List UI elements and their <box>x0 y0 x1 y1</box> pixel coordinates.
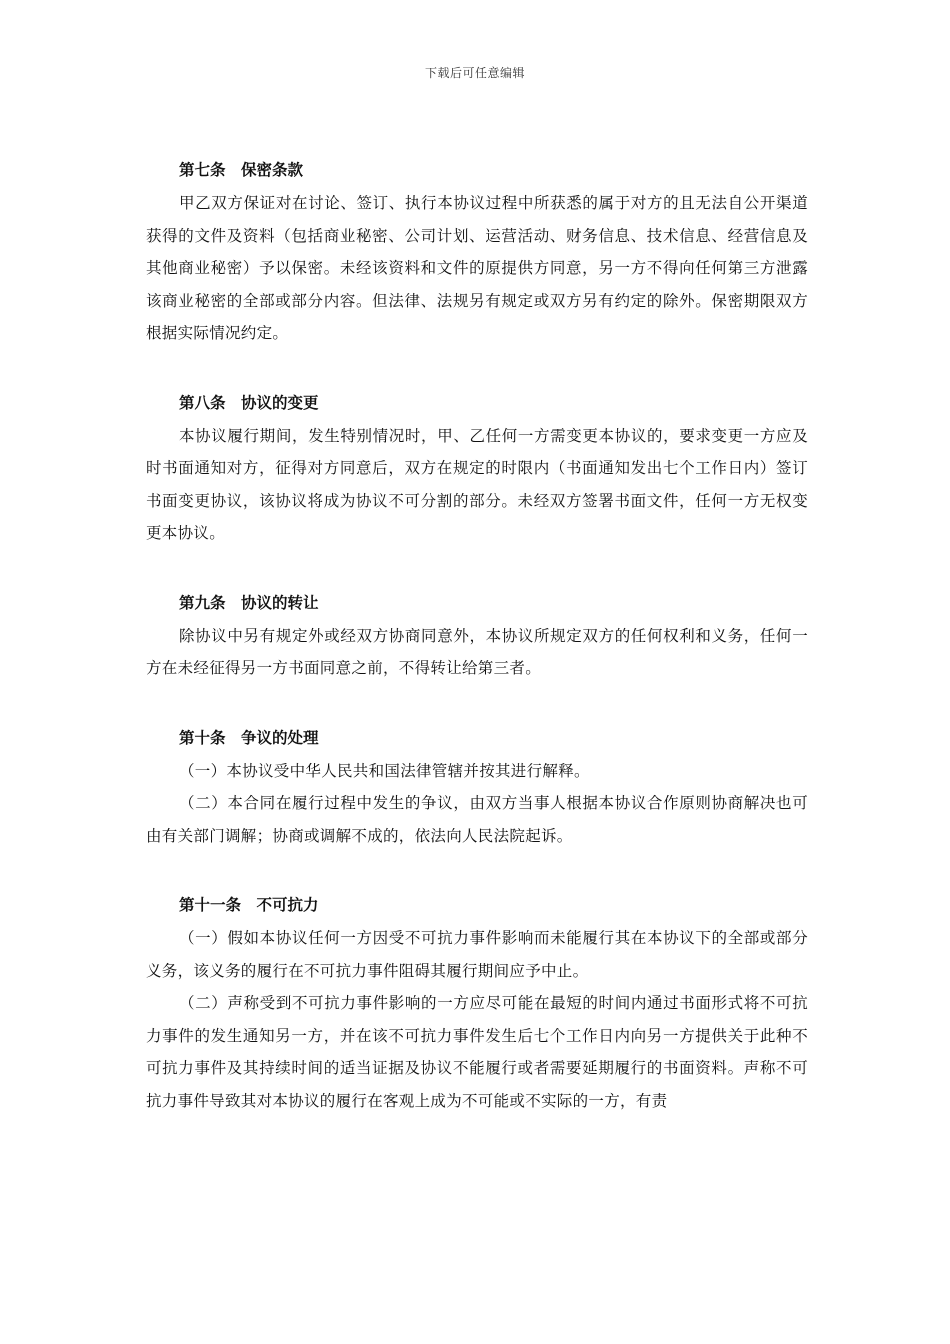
document-body <box>146 153 808 1153</box>
section-article-8 <box>146 386 808 550</box>
section-heading: 第十一条 不可抗力 <box>179 895 319 914</box>
section-paragraph: （一）假如本协议任何一方因受不可抗力事件影响而未能履行其在本协议下的全部或部分义务，该义务的履行在不可抗力事件阻碍其履行期间应予中止。 <box>146 929 808 980</box>
section-paragraph: 甲乙双方保证对在讨论、签订、执行本协议过程中所获悉的属于对方的且无法自公开渠道获得的文件及资料（包括商业秘密、公司计划、运营活动、财务信息、技术信息、经营信息及其他商业秘密）予以保密。未经该资料和文件的原提供方同意，另一方不得向任何第三方泄露该商业秘密的全部或部分内容。但法律、法规另有规定或双方另有约定的除外。保密期限双方根据实际情况约定。 <box>146 194 808 342</box>
section-paragraph: （二）本合同在履行过程中发生的争议，由双方当事人根据本协议合作原则协商解决也可由有关部门调解；协商或调解不成的，依法向人民法院起诉。 <box>146 794 808 845</box>
section-paragraph: （一）本协议受中华人民共和国法律管辖并按其进行解释。 <box>179 761 590 780</box>
section-heading: 第十条 争议的处理 <box>179 727 319 747</box>
section-paragraph: （二）声称受到不可抗力事件影响的一方应尽可能在最短的时间内通过书面形式将不可抗力事件的发生通知另一方，并在该不可抗力事件发生后七个工作日内向另一方提供关于此种不可抗力事件及其持续时间的适当证据及协议不能履行或者需要延期履行的书面资料。声称不可抗力事件导致其对本协议的履行在客观上成为不可能或不实际的一方，有责 <box>146 994 808 1110</box>
section-article-7 <box>146 153 808 350</box>
page-header: 下载后可任意编辑 <box>424 66 525 80</box>
section-heading: 第八条 协议的变更 <box>179 392 319 412</box>
section-article-10 <box>146 721 808 853</box>
section-article-11 <box>146 888 808 1117</box>
section-heading: 第九条 协议的转让 <box>179 592 319 612</box>
section-heading: 第七条 保密条款 <box>179 160 304 179</box>
section-article-9 <box>146 586 808 685</box>
section-paragraph: 除协议中另有规定外或经双方协商同意外，本协议所规定双方的任何权利和义务，任何一方在未经征得另一方书面同意之前，不得转让给第三者。 <box>146 626 808 677</box>
section-paragraph: 本协议履行期间，发生特别情况时，甲、乙任何一方需变更本协议的，要求变更一方应及时书面通知对方，征得对方同意后，双方在规定的时限内（书面通知发出七个工作日内）签订书面变更协议，该协议将成为协议不可分割的部分。未经双方签署书面文件，任何一方无权变更本协议。 <box>146 426 808 542</box>
